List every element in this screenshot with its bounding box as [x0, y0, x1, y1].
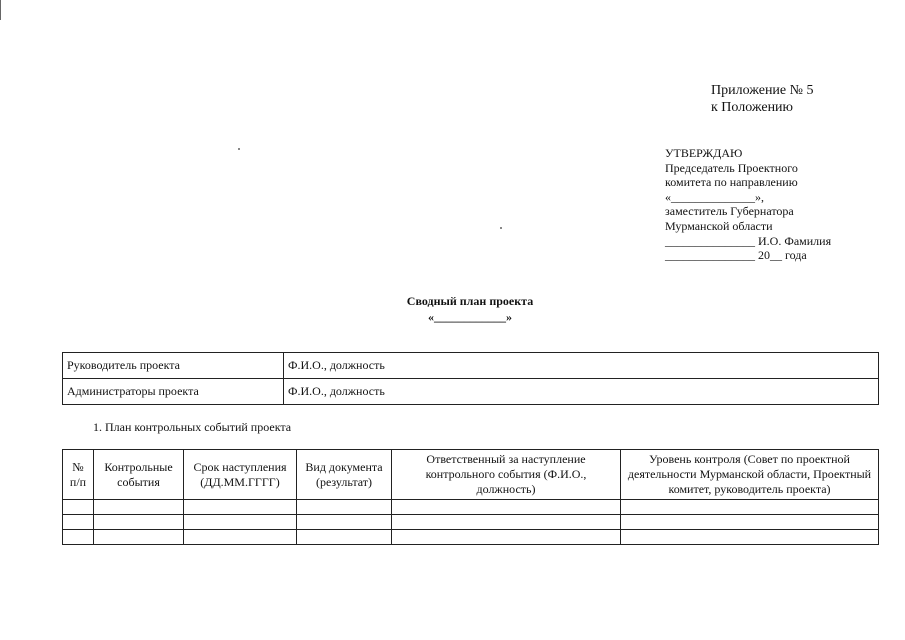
table-row	[63, 515, 879, 530]
table-cell	[184, 515, 297, 530]
table-cell	[392, 515, 621, 530]
info-label: Руководитель проекта	[63, 353, 284, 379]
approval-line: Председатель Проектного	[665, 160, 798, 175]
column-header-responsible: Ответственный за наступление контрольного события (Ф.И.О., должность)	[392, 450, 621, 500]
approval-block	[665, 146, 831, 263]
approval-line: комитета по направлению	[665, 175, 798, 190]
scan-speck	[238, 148, 240, 150]
table-cell	[297, 530, 392, 545]
appendix-header	[711, 82, 814, 116]
table-row	[63, 379, 879, 405]
column-header-events: Контрольные события	[94, 450, 184, 500]
table-row	[63, 500, 879, 515]
scan-speck	[500, 227, 502, 229]
table-cell	[297, 500, 392, 515]
info-label: Администраторы проекта	[63, 379, 284, 405]
document-title-project-name: «____________»	[428, 310, 512, 324]
control-events-table	[62, 449, 879, 545]
section-heading: 1. План контрольных событий проекта	[93, 420, 292, 434]
scan-edge-mark	[0, 0, 1, 20]
info-value: Ф.И.О., должность	[284, 353, 879, 379]
table-cell	[184, 530, 297, 545]
table-cell	[184, 500, 297, 515]
table-cell	[63, 515, 94, 530]
document-title: Сводный план проекта	[406, 294, 534, 308]
approval-line: Мурманской области	[665, 218, 773, 233]
approval-date-line: _______________ 20__ года	[665, 248, 807, 263]
table-cell	[297, 515, 392, 530]
table-cell	[621, 530, 879, 545]
column-header-control-level: Уровень контроля (Совет по проектной деятельности Мурманской области, Проектный комитет, руководитель проекта)	[621, 450, 879, 500]
column-header-deadline: Срок наступления (ДД.ММ.ГГГГ)	[184, 450, 297, 500]
table-cell	[392, 500, 621, 515]
appendix-reference: к Положению	[711, 100, 794, 115]
project-info-table	[62, 352, 879, 405]
table-cell	[63, 500, 94, 515]
approval-line: заместитель Губернатора	[665, 204, 794, 219]
table-cell	[621, 515, 879, 530]
table-cell	[94, 500, 184, 515]
approval-heading: УТВЕРЖДАЮ	[665, 146, 743, 160]
column-header-number: № п/п	[63, 450, 94, 500]
table-cell	[621, 500, 879, 515]
table-cell	[63, 530, 94, 545]
table-row	[63, 530, 879, 545]
approval-line: «______________»,	[665, 189, 764, 204]
table-row	[63, 353, 879, 379]
column-header-document: Вид документа (результат)	[297, 450, 392, 500]
table-cell	[94, 515, 184, 530]
approval-signature-line: _______________ И.О. Фамилия	[665, 233, 832, 248]
appendix-number: Приложение № 5	[711, 83, 814, 98]
table-header-row	[63, 450, 879, 500]
table-cell	[94, 530, 184, 545]
table-cell	[392, 530, 621, 545]
info-value: Ф.И.О., должность	[284, 379, 879, 405]
